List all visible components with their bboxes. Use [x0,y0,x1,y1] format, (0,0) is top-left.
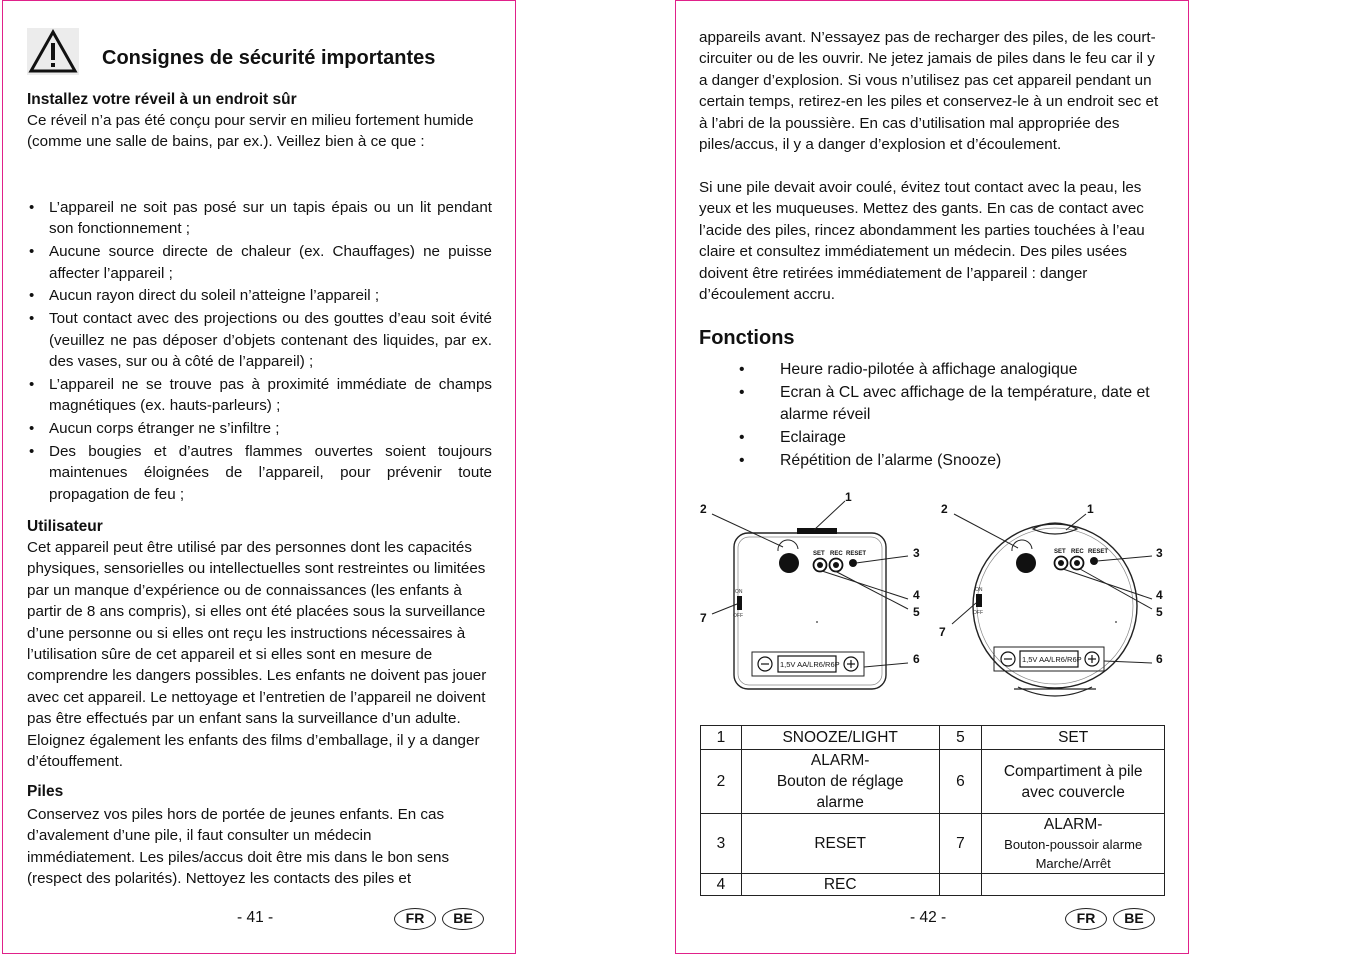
table-cell-line: Compartiment à pile [1003,762,1143,780]
switch-label-on: ON [975,587,983,593]
table-cell-line: ALARM- [1043,816,1103,833]
table-cell: SNOOZE/LIGHT [741,726,939,750]
list-item: • Aucune source directe de chaleur (ex. Chauffages) ne puisse affecter l’appareil ; [29,241,492,284]
table-cell: 2 [701,750,742,814]
list-item: • Répétition de l’alarme (Snooze) [699,450,1159,472]
button-label-rec: REC [1071,549,1084,555]
diagram-callout: 7 [700,611,707,625]
table-cell-line: avec couvercle [1021,783,1125,801]
language-badge-fr: FR [1065,908,1107,930]
language-badge-be: BE [1113,908,1155,930]
button-label-reset: RESET [846,551,867,557]
table-cell: 4 [701,874,742,896]
diagram-callout: 5 [1156,605,1163,619]
left-page [2,0,516,954]
battery-label: 1,5V AA/LR6/R6P [1022,655,1082,664]
table-cell-line: Bouton-poussoir alarme [1004,837,1143,852]
table-cell: SET [982,726,1165,750]
section-heading-location: Installez votre réveil à un endroit sûr [27,91,297,108]
switch-label-off: OFF [973,610,983,616]
switch-label-off: OFF [733,613,743,619]
warning-icon [27,28,79,75]
list-item: • Tout contact avec des projections ou des gouttes d’eau soit évité (veuillez ne pas déposer d’objets contenant des liquides, par ex. des vases, sur ou à côté de l’appareil) ; [29,308,492,372]
list-item: • Eclairage [699,427,1159,449]
section-heading-functions: Fonctions [699,327,795,349]
section-heading-user: Utilisateur [27,518,103,535]
diagram-callout: 4 [913,588,920,602]
diagram-callout: 4 [1156,588,1163,602]
diagram-callout: 6 [913,652,920,666]
table-cell: REC [741,874,939,896]
diagram-callout: 1 [845,490,852,504]
table-cell [741,750,939,814]
list-item: • Ecran à CL avec affichage de la température, date et alarme réveil [699,382,1159,425]
table-cell [982,874,1165,896]
language-badge-fr: FR [394,908,436,930]
page-number: - 41 - [237,909,274,926]
table-row [701,874,1165,896]
diagram-callout: 5 [913,605,920,619]
table-cell: 6 [939,750,982,814]
table-cell-line: alarme [816,794,864,811]
diagram-callout: 3 [1156,546,1163,560]
diagram-callout: 2 [700,502,707,516]
clock-diagram [696,481,1166,709]
functions-list [699,359,1159,473]
table-cell: 3 [701,814,742,874]
page-number: - 42 - [910,909,947,926]
right-page [675,0,1189,954]
parts-table [700,725,1165,896]
diagram-callout: 2 [941,502,948,516]
section-heading-batteries: Piles [27,783,64,800]
battery-paragraph-continued: appareils avant. N’essayez pas de recharger des piles, de les court-circuiter ou de les ouvrir. Ne jetez jamais de piles dans le feu car il y a danger d’explosion. Si vous n’utilisez pas cet appareil pendant un certain temps, retirez-en les piles et conservez-le à un endroit sec et à l’abri de la poussière. En cas d’utilisation mal appropriée des piles/accus, il y a danger d’explosion et d’écoulement. [699,29,1159,154]
diagram-callout: 7 [939,625,946,639]
diagram-callout: 6 [1156,652,1163,666]
language-badge-be: BE [442,908,484,930]
table-cell [939,874,982,896]
section-text-location: Ce réveil n’a pas été conçu pour servir en milieu fortement humide (comme une salle de bains, par ex.). Veillez bien à ce que : [27,112,474,151]
button-label-rec: REC [830,551,843,557]
list-item: • Heure radio-pilotée à affichage analogique [699,359,1159,381]
safety-bullet-list [29,197,492,506]
battery-label: 1,5V AA/LR6/R6P [780,660,840,669]
list-item: • L’appareil ne se trouve pas à proximité immédiate de champs magnétiques (ex. hauts-parleurs) ; [29,374,492,417]
list-item: • L’appareil ne soit pas posé sur un tapis épais ou un lit pendant son fonctionnement ; [29,197,492,240]
diagram-callout: 1 [1087,502,1094,516]
table-cell-line: ALARM- [810,752,870,769]
page-title: Consignes de sécurité importantes [102,47,436,69]
button-label-reset: RESET [1088,549,1109,555]
table-cell-line: Marche/Arrêt [1035,856,1111,871]
button-label-set: SET [1054,549,1066,555]
list-item: • Aucun corps étranger ne s’infiltre ; [29,418,492,439]
table-cell-line: Bouton de réglage [776,773,904,790]
battery-leak-paragraph: Si une pile devait avoir coulé, évitez tout contact avec la peau, les yeux et les muqueuses. Mettez des gants. En cas de contact avec l’acide des piles, rincez abondamment les parties touchées à l’eau claire et consultez immédiatement un médecin. Des piles usées doivent être retirées immédiatement de l’appareil : danger d’écoulement accru. [699,179,1145,304]
table-cell [982,814,1165,874]
button-label-set: SET [813,551,825,557]
list-item: • Des bougies et d’autres flammes ouvertes soient toujours maintenues éloignées de l’appareil, pour prévenir toute propagation de feu ; [29,441,492,505]
list-item: • Aucun rayon direct du soleil n’atteigne l’appareil ; [29,285,492,306]
switch-label-on: ON [735,589,743,595]
table-row [701,814,1165,874]
table-row [701,750,1165,814]
table-cell: 1 [701,726,742,750]
table-row [701,726,1165,750]
section-text-user: Cet appareil peut être utilisé par des personnes dont les capacités physiques, sensorielles ou intellectuelles sont restreintes ou limitées par un manque d’expérience ou de connaissances (les enfants à partir de 8 ans compris), si elles ont été placées sous la surveillance d’une personne ou si elles ont reçu les instructions nécessaires à l’utilisation sûre de cet appareil et si elles sont en mesure de comprendre les dangers possibles. Les enfants ne doivent pas jouer avec cet appareil. Le nettoyage et l’entretien de l’appareil ne doivent pas être effectués par un enfant sans la surveillance d’un adulte. Eloignez également les enfants des films d’emballage, il y a danger d’étouffement. [27,539,487,771]
diagram-callout: 3 [913,546,920,560]
section-text-batteries: Conservez vos piles hors de portée de jeunes enfants. En cas d’avalement d’une pile, il faut consulter un médecin immédiatement. Les piles/accus doit être mis dans le bon sens (respect des polarités). Nettoyez les contacts des piles et [27,806,450,888]
table-cell: 5 [939,726,982,750]
table-cell: 7 [939,814,982,874]
table-cell [982,750,1165,814]
table-cell: RESET [741,814,939,874]
